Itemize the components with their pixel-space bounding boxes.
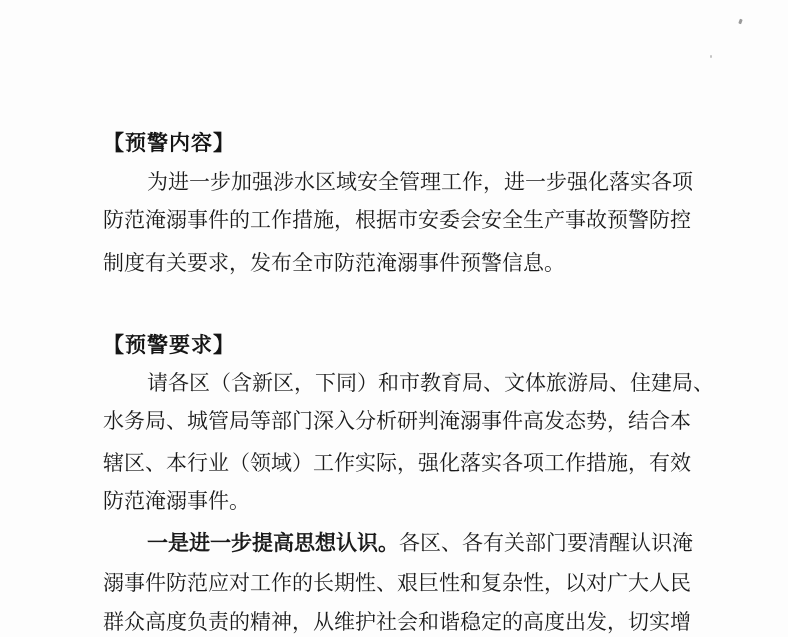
paragraph-line: 防范淹溺事件的工作措施，根据市安委会安全生产事故预警防控 bbox=[103, 208, 691, 232]
section-heading-warning-content: 【预警内容】 bbox=[103, 130, 235, 155]
paragraph-line: 请各区（含新区，下同）和市教育局、文体旅游局、住建局、 bbox=[147, 371, 714, 395]
section-heading-warning-requirements: 【预警要求】 bbox=[103, 332, 235, 357]
point-one-text: 各区、各有关部门要清醒认识淹 bbox=[399, 531, 693, 555]
paragraph-line: 辖区、本行业（领域）工作实际，强化落实各项工作措施，有效 bbox=[103, 451, 691, 475]
scan-speck bbox=[738, 19, 743, 25]
paragraph-line: 水务局、城管局等部门深入分析研判淹溺事件高发态势，结合本 bbox=[103, 409, 691, 433]
paragraph-line: 为进一步加强涉水区域安全管理工作，进一步强化落实各项 bbox=[147, 170, 693, 194]
paragraph-line: 溺事件防范应对工作的长期性、艰巨性和复杂性，以对广大人民 bbox=[103, 571, 691, 595]
point-one-line bbox=[147, 528, 693, 558]
paragraph-line: 防范淹溺事件。 bbox=[103, 489, 250, 513]
point-one-title: 一是进一步提高思想认识。 bbox=[147, 530, 399, 555]
paragraph-line: 制度有关要求，发布全市防范淹溺事件预警信息。 bbox=[103, 251, 565, 275]
paragraph-line: 群众高度负责的精神，从维护社会和谐稳定的高度出发，切实增 bbox=[103, 610, 691, 634]
scan-speck bbox=[710, 55, 712, 58]
